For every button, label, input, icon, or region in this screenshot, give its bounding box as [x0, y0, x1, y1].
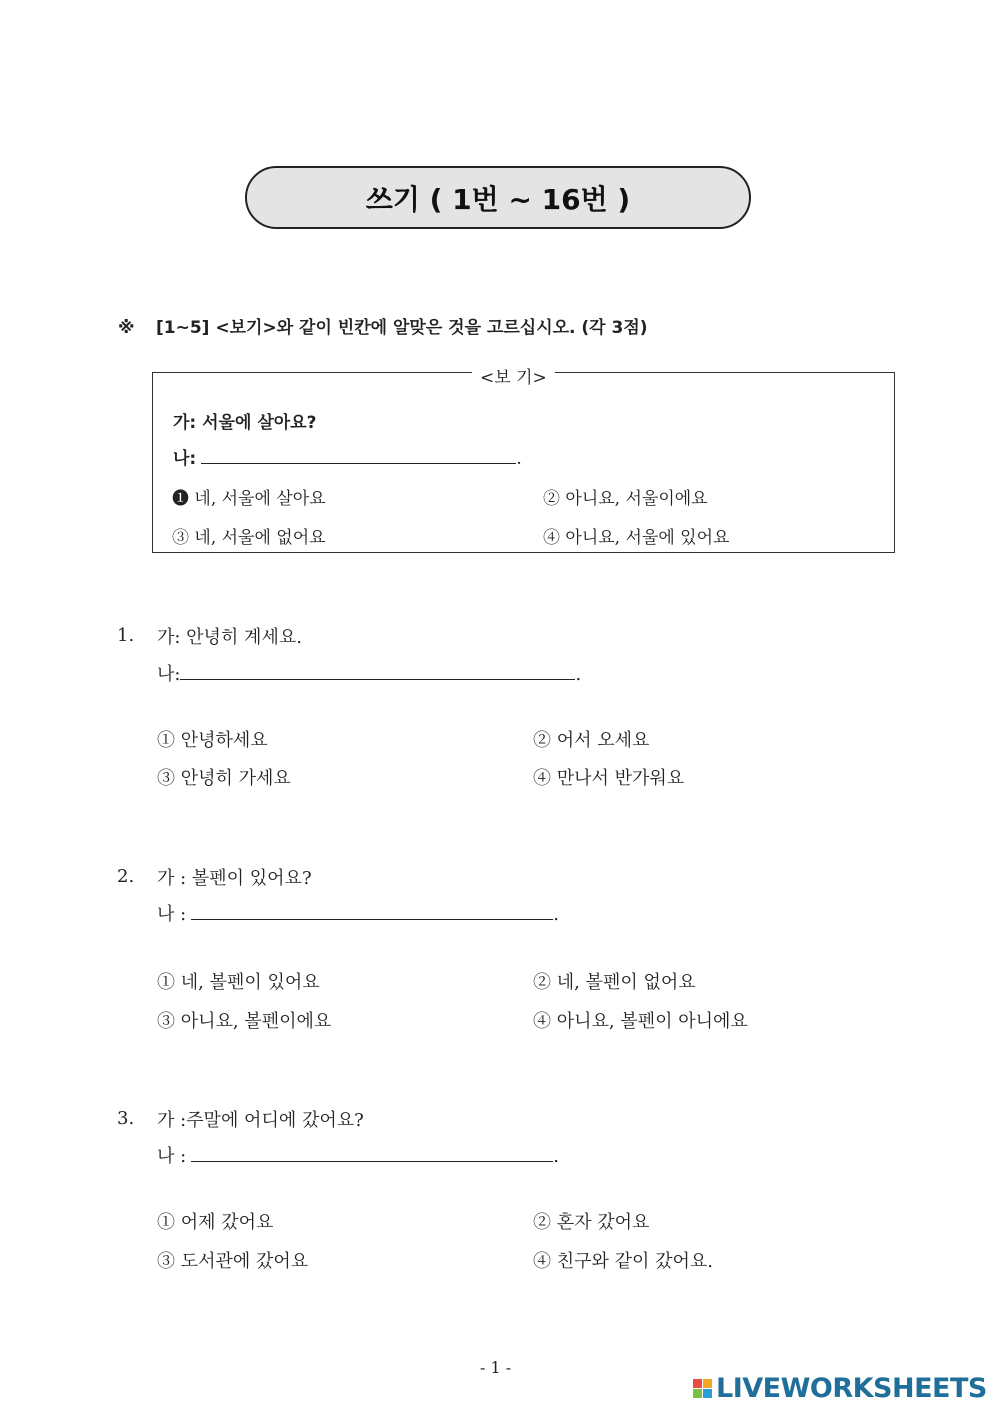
- option-1[interactable]: ① 네, 볼펜이 있어요: [157, 972, 320, 993]
- example-option-1: ❶ 네, 서울에 살아요: [172, 489, 326, 509]
- question-number: 2.: [117, 866, 135, 887]
- example-answer-prefix: 나:: [173, 449, 197, 469]
- option-3[interactable]: ③ 안녕히 가세요: [157, 768, 291, 789]
- example-answer-suffix: .: [516, 449, 522, 469]
- example-question: 가: 서울에 살아요?: [173, 413, 317, 433]
- answer-prefix: 나:: [157, 664, 181, 685]
- option-4[interactable]: ④ 만나서 반가워요: [533, 768, 685, 789]
- example-option-2: ② 아니요, 서울이에요: [543, 489, 708, 509]
- example-box-title: <보 기>: [472, 363, 555, 388]
- answer-line: [157, 660, 581, 686]
- answer-line: [157, 1142, 559, 1168]
- answer-blank[interactable]: [191, 905, 553, 920]
- option-2[interactable]: ② 네, 볼펜이 없어요: [533, 972, 696, 993]
- logo-block: [703, 1389, 712, 1398]
- question-number: 3.: [117, 1108, 135, 1129]
- option-3[interactable]: ③ 아니요, 볼펜이에요: [157, 1011, 332, 1032]
- answer-suffix: .: [575, 664, 582, 685]
- answer-prefix: 나 :: [157, 1146, 187, 1167]
- instruction-text: [1~5] <보기>와 같이 빈칸에 알맞은 것을 고르십시오. (각 3점): [156, 318, 648, 338]
- reference-mark: ※: [118, 318, 135, 338]
- option-2[interactable]: ② 어서 오세요: [533, 730, 650, 751]
- logo-block: [693, 1389, 702, 1398]
- question-line: 가 :주말에 어디에 갔어요?: [157, 1110, 364, 1131]
- example-option-4: ④ 아니요, 서울에 있어요: [543, 528, 730, 548]
- answer-prefix: 나 :: [157, 904, 187, 925]
- option-1[interactable]: ① 어제 갔어요: [157, 1212, 274, 1233]
- option-3[interactable]: ③ 도서관에 갔어요: [157, 1251, 309, 1272]
- logo-block: [703, 1379, 712, 1388]
- example-answer-line: [173, 444, 522, 469]
- instruction: [118, 313, 648, 338]
- answer-blank[interactable]: [191, 1147, 553, 1162]
- option-1[interactable]: ① 안녕하세요: [157, 730, 268, 751]
- answer-suffix: .: [553, 904, 560, 925]
- page-number: - 1 -: [480, 1358, 512, 1377]
- question-line: 가: 안녕히 계세요.: [157, 627, 302, 648]
- option-2[interactable]: ② 혼자 갔어요: [533, 1212, 650, 1233]
- example-option-3: ③ 네, 서울에 없어요: [172, 528, 326, 548]
- liveworksheets-logo[interactable]: [693, 1373, 987, 1404]
- example-answer-blank: [201, 449, 516, 464]
- answer-suffix: .: [553, 1146, 560, 1167]
- question-number: 1.: [117, 625, 135, 646]
- brand-name: LIVEWORKSHEETS: [716, 1373, 987, 1404]
- answer-line: [157, 900, 559, 926]
- logo-blocks-icon: [693, 1379, 712, 1398]
- option-4[interactable]: ④ 친구와 같이 갔어요.: [533, 1251, 713, 1272]
- logo-block: [693, 1379, 702, 1388]
- question-line: 가 : 볼펜이 있어요?: [157, 868, 312, 889]
- option-4[interactable]: ④ 아니요, 볼펜이 아니에요: [533, 1011, 748, 1032]
- page-title: 쓰기 ( 1번 ~ 16번 ): [245, 166, 751, 229]
- answer-blank[interactable]: [180, 665, 575, 680]
